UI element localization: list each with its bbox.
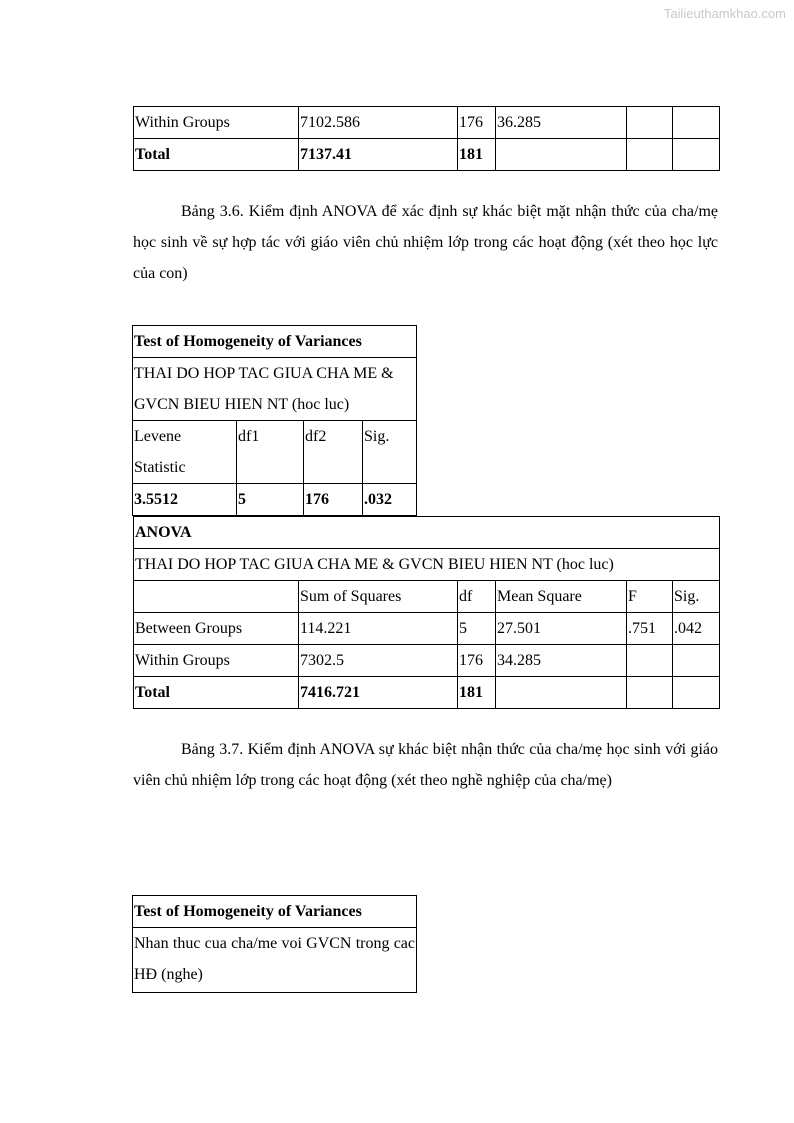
sum-of-squares-cell: 7302.5: [299, 645, 458, 677]
caption-text: Bảng 3.6. Kiểm định ANOVA để xác định sự khác biệt mặt nhận thức của cha/mẹ học sinh về sự hợp tác với giáo viên chủ nhiệm lớp trong các hoạt động (xét theo học lực của con): [133, 203, 718, 282]
sum-of-squares-cell: 114.221: [299, 613, 458, 645]
row-label: Total: [134, 677, 299, 709]
table-header-row: [134, 581, 720, 613]
df-cell: 5: [458, 613, 496, 645]
df-cell: 181: [458, 677, 496, 709]
mean-square-cell: [496, 139, 627, 171]
df2-value: 176: [304, 484, 363, 516]
column-header: Sum of Squares: [299, 581, 458, 613]
table-title-row: [133, 326, 417, 358]
table-header-row: [133, 421, 417, 484]
table-title: Test of Homogeneity of Variances: [133, 326, 417, 358]
table-title-row: [134, 517, 720, 549]
anova-table-continued: [133, 106, 720, 171]
sig-value: .032: [363, 484, 417, 516]
column-header: Sig.: [673, 581, 720, 613]
f-cell: [627, 139, 673, 171]
table-subtitle: THAI DO HOP TAC GIUA CHA ME & GVCN BIEU HIEN NT (hoc luc): [133, 358, 417, 421]
homogeneity-table: [132, 325, 417, 516]
table-subtitle-row: [134, 549, 720, 581]
row-label: Between Groups: [134, 613, 299, 645]
table-row: [134, 139, 720, 171]
mean-square-cell: 36.285: [496, 107, 627, 139]
sig-cell: .042: [673, 613, 720, 645]
table-subtitle: Nhan thuc cua cha/me voi GVCN trong cac HĐ (nghe): [133, 928, 417, 993]
caption-text: Bảng 3.7. Kiểm định ANOVA sự khác biệt nhận thức của cha/mẹ học sinh với giáo viên chủ nhiệm lớp trong các hoạt động (xét theo nghề nghiệp của cha/mẹ): [133, 741, 718, 789]
homogeneity-table-2: [132, 895, 417, 993]
column-header: [134, 581, 299, 613]
mean-square-cell: [496, 677, 627, 709]
table-subtitle: THAI DO HOP TAC GIUA CHA ME & GVCN BIEU HIEN NT (hoc luc): [134, 549, 720, 581]
sig-cell: [673, 677, 720, 709]
f-cell: [627, 107, 673, 139]
table-caption-3-7: [133, 734, 718, 796]
table-row: [134, 107, 720, 139]
df-cell: 176: [458, 645, 496, 677]
mean-square-cell: 27.501: [496, 613, 627, 645]
table-row: [134, 613, 720, 645]
column-header: F: [627, 581, 673, 613]
f-cell: [627, 645, 673, 677]
table-title: Test of Homogeneity of Variances: [133, 896, 417, 928]
table-subtitle-row: [133, 928, 417, 993]
table-row: [133, 484, 417, 516]
sig-cell: [673, 107, 720, 139]
table-caption-3-6: [133, 196, 718, 289]
mean-square-cell: 34.285: [496, 645, 627, 677]
f-cell: .751: [627, 613, 673, 645]
sum-of-squares-cell: 7137.41: [299, 139, 458, 171]
table-subtitle-row: [133, 358, 417, 421]
row-label: Within Groups: [134, 107, 299, 139]
column-header: Sig.: [363, 421, 417, 484]
column-header: df1: [237, 421, 304, 484]
column-header: df: [458, 581, 496, 613]
anova-table: [133, 516, 720, 709]
sum-of-squares-cell: 7102.586: [299, 107, 458, 139]
column-header: Mean Square: [496, 581, 627, 613]
table-title: ANOVA: [134, 517, 720, 549]
column-header: df2: [304, 421, 363, 484]
f-cell: [627, 677, 673, 709]
watermark: Tailieuthamkhao.com: [663, 6, 786, 21]
df-cell: 181: [458, 139, 496, 171]
table-row: [134, 677, 720, 709]
levene-value: 3.5512: [133, 484, 237, 516]
row-label: Total: [134, 139, 299, 171]
row-label: Within Groups: [134, 645, 299, 677]
df-cell: 176: [458, 107, 496, 139]
table-title-row: [133, 896, 417, 928]
sig-cell: [673, 139, 720, 171]
df1-value: 5: [237, 484, 304, 516]
sum-of-squares-cell: 7416.721: [299, 677, 458, 709]
table-row: [134, 645, 720, 677]
sig-cell: [673, 645, 720, 677]
column-header: Levene Statistic: [133, 421, 237, 484]
